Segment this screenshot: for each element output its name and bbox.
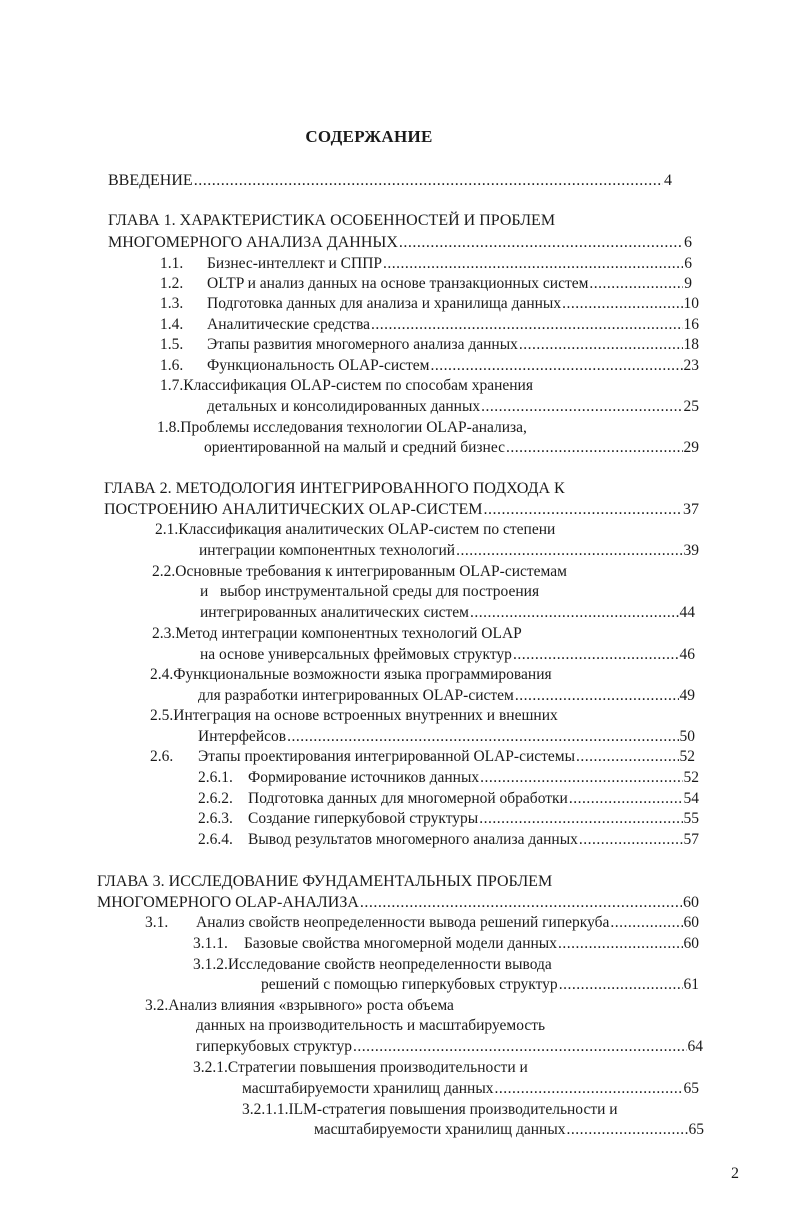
dot-leader	[569, 789, 683, 809]
dot-leader	[480, 768, 682, 788]
dot-leader	[567, 1120, 688, 1140]
toc-entry-text: Создание гиперкубовой структуры	[248, 810, 479, 827]
toc-page-number: 39	[683, 542, 699, 559]
dot-leader	[610, 913, 682, 933]
dot-leader	[371, 315, 683, 335]
dot-leader	[513, 645, 679, 665]
toc-entry-3-2-1-end	[242, 1079, 699, 1099]
toc-entry-2-1	[155, 520, 555, 540]
toc-entry-text: Базовые свойства многомерной модели данных	[244, 935, 557, 952]
toc-page-number: 54	[683, 790, 699, 807]
toc-entry-text: OLTP и анализ данных на основе транзакционных систем	[207, 275, 589, 292]
toc-page-number: 57	[683, 831, 699, 848]
chapter-1-heading: ГЛАВА 1. ХАРАКТЕРИСТИКА ОСОБЕННОСТЕЙ И ПРОБЛЕМ	[108, 212, 556, 229]
toc-page-number: 49	[679, 687, 695, 704]
toc-page-number: 9	[684, 275, 692, 292]
toc-entry-text: Основные требования к интегрированным OLAP-системам	[175, 563, 567, 580]
toc-entry-text: решений с помощью гиперкубовых структур	[261, 976, 558, 993]
toc-entry-text: интеграции компонентных технологий	[199, 542, 456, 559]
toc-entry-3-1-1	[193, 934, 699, 954]
section-number: 1.3.	[160, 295, 184, 312]
toc-entry-text: Анализ влияния «взрывного» роста объема	[168, 997, 454, 1014]
toc-entry-2-2	[152, 562, 567, 582]
toc-entry-2-6-2	[198, 789, 699, 809]
toc-entry-1-6	[160, 356, 699, 376]
dot-leader	[562, 294, 682, 314]
toc-entry-3-2-cont: данных на производительность и масштабируемость	[196, 1017, 546, 1034]
toc-entry-text: на основе универсальных фреймовых структур	[200, 646, 512, 663]
toc-entry-1-5	[160, 335, 699, 355]
dot-leader	[287, 727, 678, 747]
toc-entry-2-6-1	[198, 768, 699, 788]
toc-entry-1-8-end	[204, 438, 699, 458]
page-title: СОДЕРЖАНИЕ	[305, 127, 433, 146]
toc-page-number: 6	[684, 255, 692, 272]
dot-leader	[360, 893, 682, 913]
toc-entry-text: МНОГОМЕРНОГО OLAP-АНАЛИЗА	[97, 894, 359, 911]
toc-entry-3-1-2-end	[261, 975, 699, 995]
section-number: 1.6.	[160, 357, 184, 374]
toc-entry-text: Классификация OLAP-систем по способам хранения	[183, 377, 533, 394]
toc-entry-text: Стратегии повышения производительности и	[227, 1059, 528, 1076]
toc-entry-2-1-end	[199, 541, 699, 561]
toc-entry-text: ПОСТРОЕНИЮ АНАЛИТИЧЕСКИХ OLAP-СИСТЕМ	[104, 501, 483, 518]
dot-leader	[484, 500, 682, 520]
toc-page-number: 61	[683, 976, 699, 993]
toc-page-number: 64	[687, 1038, 703, 1055]
toc-entry-text: Подготовка данных для многомерной обработки	[248, 790, 568, 807]
section-number: 2.3.	[152, 625, 176, 642]
dot-leader	[506, 438, 683, 458]
toc-entry-2-6	[150, 747, 695, 767]
toc-entry-2-3	[152, 624, 522, 644]
toc-entry-text: детальных и консолидированных данных	[207, 398, 481, 415]
dot-leader	[430, 356, 682, 376]
chapter-2-heading-end	[104, 500, 699, 520]
toc-page-number: 4	[664, 172, 672, 189]
toc-entry-3-2-end	[196, 1037, 703, 1057]
toc-entry-text: ВВЕДЕНИЕ	[108, 172, 193, 189]
toc-entry-text: Этапы развития многомерного анализа данных	[207, 336, 518, 353]
section-number: 1.2.	[160, 275, 184, 292]
toc-entry-2-2-end	[200, 603, 695, 623]
toc-entry-text: масштабируемости хранилищ данных	[242, 1080, 494, 1097]
section-number: 2.6.3.	[198, 810, 233, 827]
toc-page-number: 44	[679, 604, 695, 621]
chapter-1-heading-end	[108, 233, 692, 253]
chapter-2-heading: ГЛАВА 2. МЕТОДОЛОГИЯ ИНТЕГРИРОВАННОГО ПОДХОДА К	[104, 480, 565, 497]
dot-leader	[589, 274, 683, 294]
toc-page-number: 23	[683, 357, 699, 374]
dot-leader	[399, 233, 683, 253]
section-number: 3.1.1.	[193, 935, 228, 952]
dot-leader	[519, 335, 683, 355]
toc-page-number: 10	[683, 295, 699, 312]
toc-entry-text: Формирование источников данных	[248, 769, 480, 786]
toc-entry-text: Интеграция на основе встроенных внутренних и внешних	[173, 707, 558, 724]
toc-page-number: 29	[683, 439, 699, 456]
toc-entry-1-7	[160, 376, 533, 396]
section-number: 2.6.2.	[198, 790, 233, 807]
toc-entry-2-6-4	[198, 830, 699, 850]
toc-entry-text: для разработки интегрированных OLAP-систем	[198, 687, 514, 704]
toc-entry-text: масштабируемости хранилищ данных	[314, 1121, 566, 1138]
toc-entry-text: ILM-стратегия повышения производительности и	[288, 1101, 618, 1118]
toc-page-number: 52	[683, 769, 699, 786]
chapter-3-heading-end	[97, 893, 699, 913]
toc-entry-2-5-end	[198, 727, 695, 747]
toc-entry-text: Функциональные возможности языка программирования	[173, 666, 552, 683]
toc-entry-1-2	[160, 274, 692, 294]
dot-leader	[579, 830, 683, 850]
toc-entry-3-1-2	[193, 955, 552, 975]
toc-entry-3-2-1-1	[242, 1100, 618, 1120]
dot-leader	[470, 603, 679, 623]
chapter-3-heading: ГЛАВА 3. ИССЛЕДОВАНИЕ ФУНДАМЕНТАЛЬНЫХ ПРОБЛЕМ	[97, 873, 553, 890]
dot-leader	[559, 975, 683, 995]
section-number: 3.1.2.	[193, 956, 228, 973]
toc-page-number: 55	[683, 810, 699, 827]
toc-page-number: 65	[683, 1080, 699, 1097]
dot-leader	[456, 541, 682, 561]
section-number: 2.2.	[152, 563, 176, 580]
section-number: 3.2.	[145, 997, 169, 1014]
dot-leader	[479, 809, 682, 829]
toc-entry-1-7-end	[207, 397, 699, 417]
dot-leader	[576, 747, 678, 767]
toc-entry-1-3	[160, 294, 699, 314]
toc-page-number: 65	[688, 1121, 704, 1138]
toc-page-number: 52	[679, 748, 695, 765]
section-number: 2.1.	[155, 521, 179, 538]
toc-page-number: 16	[683, 316, 699, 333]
dot-leader	[353, 1037, 687, 1057]
dot-leader	[383, 254, 683, 274]
toc-entry-text: Классификация аналитических OLAP-систем по степени	[178, 521, 556, 538]
toc-entry-text: Аналитические средства	[207, 316, 370, 333]
section-number: 1.5.	[160, 336, 184, 353]
toc-page-number: 6	[684, 234, 692, 251]
section-number: 2.4.	[150, 666, 174, 683]
section-number: 2.6.1.	[198, 769, 233, 786]
toc-entry-2-2-cont: и выбор инструментальной среды для построения	[200, 583, 540, 600]
dot-leader	[194, 171, 663, 191]
toc-entry-text: ориентированной на малый и средний бизнес	[204, 439, 505, 456]
toc-page-number: 60	[683, 914, 699, 931]
dot-leader	[481, 397, 682, 417]
toc-entry-2-6-3	[198, 809, 699, 829]
section-number: 2.6.4.	[198, 831, 233, 848]
toc-entry-2-3-end	[200, 645, 695, 665]
toc-entry-1-1	[160, 254, 692, 274]
section-number: 3.2.1.1.	[242, 1101, 289, 1118]
toc-page-number: 50	[679, 728, 695, 745]
toc-page-number: 18	[683, 336, 699, 353]
toc-entry-text: Исследование свойств неопределенности вывода	[227, 956, 552, 973]
section-number: 1.7.	[160, 377, 184, 394]
toc-entry-text: Проблемы исследования технологии OLAP-анализа,	[180, 419, 527, 436]
dot-leader	[558, 934, 683, 954]
toc-entry-text: Функциональность OLAP-систем	[207, 357, 430, 374]
section-number: 3.1.	[145, 914, 169, 931]
toc-entry-text: Вывод результатов многомерного анализа данных	[248, 831, 578, 848]
toc-entry-1-4	[160, 315, 699, 335]
toc-entry-3-2	[145, 996, 454, 1016]
toc-entry-1-8	[157, 418, 527, 438]
toc-entry-text: Подготовка данных для анализа и хранилища данных	[207, 295, 562, 312]
toc-entry-text: Интерфейсов	[198, 728, 287, 745]
dot-leader	[515, 686, 679, 706]
section-number: 2.5.	[150, 707, 174, 724]
toc-page-number: 25	[683, 398, 699, 415]
toc-page-number: 37	[683, 501, 699, 518]
toc-entry-2-4-end	[198, 686, 695, 706]
toc-entry-text: Метод интеграции компонентных технологий OLAP	[175, 625, 522, 642]
toc-entry-3-1	[145, 913, 699, 933]
toc-entry-text: Анализ свойств неопределенности вывода решений гиперкуба	[196, 914, 610, 931]
section-number: 3.2.1.	[193, 1059, 228, 1076]
toc-page-number: 60	[683, 935, 699, 952]
page-number: 2	[731, 1165, 739, 1182]
toc-entry-text: гиперкубовых структур	[196, 1038, 352, 1055]
toc-page-number: 60	[683, 894, 699, 911]
toc-entry-intro	[108, 171, 672, 191]
toc-entry-text: интегрированных аналитических систем	[200, 604, 469, 621]
toc-entry-text: Бизнес-интеллект и СППР	[207, 255, 383, 272]
toc-entry-3-2-1-1-end	[314, 1120, 704, 1140]
toc-entry-2-4	[150, 665, 552, 685]
dot-leader	[495, 1079, 683, 1099]
section-number: 1.4.	[160, 316, 184, 333]
section-number: 2.6.	[150, 748, 174, 765]
toc-entry-3-2-1	[193, 1058, 528, 1078]
toc-entry-text: МНОГОМЕРНОГО АНАЛИЗА ДАННЫХ	[108, 234, 398, 251]
toc-entry-text: Этапы проектирования интегрированной OLAP-системы	[198, 748, 576, 765]
toc-page-number: 46	[679, 646, 695, 663]
section-number: 1.8.	[157, 419, 181, 436]
toc-entry-2-5	[150, 706, 558, 726]
section-number: 1.1.	[160, 255, 184, 272]
